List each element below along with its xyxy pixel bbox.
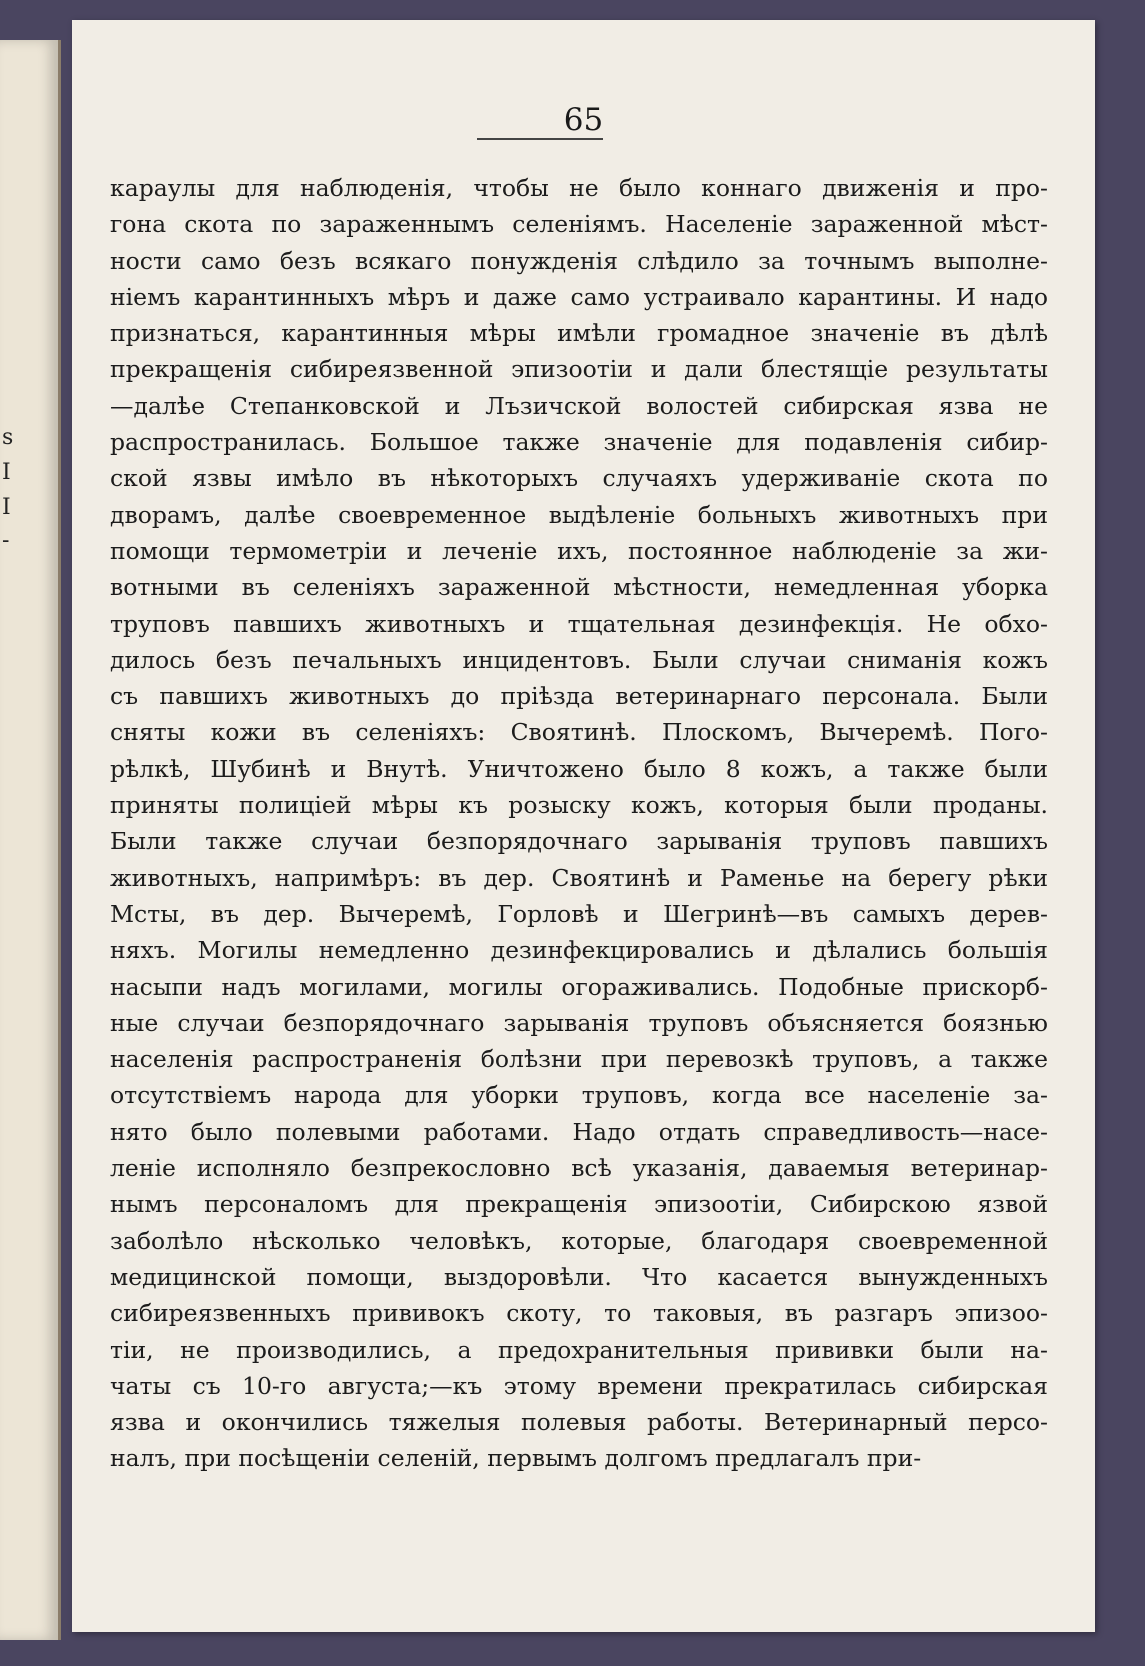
text-line-content: Мсты, въ дер. Вычеремѣ, Горловѣ и Шегринѣ—въ самыхъ дерев- <box>110 899 1048 928</box>
text-line-content: признаться, карантинныя мѣры имѣли громадное значеніе въ дѣлѣ <box>110 319 1048 348</box>
text-line-content: леніе исполняло безпрекословно всѣ указанія, даваемыя ветеринар- <box>110 1154 1048 1183</box>
text-line-content: заболѣло нѣсколько человѣкъ, которые, благодаря своевременной <box>110 1226 1048 1255</box>
text-line-content: дилось безъ печальныхъ инцидентовъ. Были случаи сниманія кожъ <box>110 645 1048 674</box>
text-line-content: животныхъ, напримѣръ: въ дер. Своятинѣ и Раменье на берегу рѣки <box>110 863 1048 892</box>
text-line <box>110 606 1048 642</box>
text-line <box>110 533 1048 569</box>
text-line-content: тіи, не производились, а предохранительныя прививки были на- <box>110 1335 1048 1364</box>
text-line <box>110 1440 1048 1476</box>
text-line <box>110 460 1048 496</box>
text-line <box>110 1223 1048 1259</box>
text-line-content: сибиреязвенныхъ прививокъ скоту, то таковыя, въ разгаръ эпизоо- <box>110 1299 1048 1328</box>
page-number: 65 <box>563 102 604 138</box>
text-line-content: Были также случаи безпорядочнаго зарыванія труповъ павшихъ <box>110 827 1048 856</box>
text-line-content: насыпи надъ могилами, могилы огораживались. Подобные прискорб- <box>110 972 1048 1001</box>
margin-fragment: s <box>2 425 14 450</box>
text-line-content: труповъ павшихъ животныхъ и тщательная дезинфекція. Не обхо- <box>110 609 1048 638</box>
text-line-content: налъ, при посѣщеніи селеній, первымъ долгомъ предлагалъ при- <box>110 1444 922 1473</box>
text-line-content: язва и окончились тяжелыя полевыя работы. Ветеринарный персо- <box>110 1408 1048 1437</box>
book-page <box>72 20 1095 1632</box>
text-line <box>110 1114 1048 1150</box>
text-line-content: нято было полевыми работами. Надо отдать справедливость—насе- <box>110 1117 1048 1146</box>
text-line-content: гона скота по зараженнымъ селеніямъ. Населеніе зараженной мѣст- <box>110 210 1048 239</box>
text-line-content: караулы для наблюденія, чтобы не было коннаго движенія и про- <box>110 174 1048 202</box>
text-line <box>110 569 1048 605</box>
text-line <box>110 1186 1048 1222</box>
margin-fragment: - <box>2 528 10 553</box>
text-line <box>110 1332 1048 1368</box>
margin-fragment: I <box>2 495 11 520</box>
text-line-content: няхъ. Могилы немедленно дезинфекцировались и дѣлались большія <box>110 936 1048 965</box>
text-line <box>110 1259 1048 1295</box>
text-line-content: населенія распространенія болѣзни при перевозкѣ труповъ, а также <box>110 1045 1048 1074</box>
text-line <box>110 860 1048 896</box>
text-line-content: вотными въ селеніяхъ зараженной мѣстности, немедленная уборка <box>110 573 1048 602</box>
text-line <box>110 279 1048 315</box>
text-line-content: чаты съ 10-го августа;—къ этому времени прекратилась сибирская <box>110 1371 1048 1400</box>
text-line <box>110 424 1048 460</box>
text-line <box>110 969 1048 1005</box>
text-line <box>110 1404 1048 1440</box>
text-line-content: съ павшихъ животныхъ до пріѣзда ветеринарнаго персонала. Были <box>110 682 1048 711</box>
text-line <box>110 1295 1048 1331</box>
text-line <box>110 751 1048 787</box>
text-line <box>110 896 1048 932</box>
text-line-content: медицинской помощи, выздоровѣли. Что касается вынужденныхъ <box>110 1262 1048 1291</box>
text-line <box>110 351 1048 387</box>
text-line-content: помощи термометріи и леченіе ихъ, постоянное наблюденіе за жи- <box>110 536 1048 565</box>
text-line <box>110 315 1048 351</box>
text-line-content: приняты полиціей мѣры къ розыску кожъ, которыя были проданы. <box>110 791 1048 820</box>
text-line-content: нымъ персоналомъ для прекращенія эпизоотіи, Сибирскою язвой <box>110 1190 1048 1219</box>
text-line-content: ные случаи безпорядочнаго зарыванія труповъ объясняется боязнью <box>110 1008 1048 1037</box>
text-line-content: ности само безъ всякаго понужденія слѣдило за точнымъ выполне- <box>110 246 1048 275</box>
margin-fragment: I <box>2 460 11 485</box>
text-line-content: сняты кожи въ селеніяхъ: Своятинѣ. Плоскомъ, Вычеремѣ. Пого- <box>110 718 1048 747</box>
text-line-content: прекращенія сибиреязвенной эпизоотіи и дали блестящіе результаты <box>110 355 1048 384</box>
previous-page-edge <box>0 40 61 1640</box>
text-line <box>110 642 1048 678</box>
text-line <box>110 388 1048 424</box>
text-line <box>110 1005 1048 1041</box>
text-line <box>110 497 1048 533</box>
text-line <box>110 932 1048 968</box>
text-line-content: ской язвы имѣло въ нѣкоторыхъ случаяхъ удерживаніе скота по <box>110 464 1048 493</box>
text-line-content: рѣлкѣ, Шубинѣ и Внутѣ. Уничтожено было 8 кожъ, а также были <box>110 754 1048 783</box>
text-line <box>110 243 1048 279</box>
text-line <box>110 1041 1048 1077</box>
text-line <box>110 206 1048 242</box>
text-line <box>110 714 1048 750</box>
text-line <box>110 787 1048 823</box>
text-line-content: распространилась. Большое также значеніе для подавленія сибир- <box>110 428 1048 457</box>
text-line-content: дворамъ, далѣе своевременное выдѣленіе больныхъ животныхъ при <box>110 500 1048 529</box>
text-line-content: отсутствіемъ народа для уборки труповъ, когда все населеніе за- <box>110 1081 1048 1110</box>
text-line <box>110 678 1048 714</box>
text-line-content: —далѣе Степанковской и Лъзичской волостей сибирская язва не <box>110 391 1048 420</box>
text-line <box>110 1077 1048 1113</box>
header-rule <box>477 138 603 140</box>
text-line-content: ніемъ карантинныхъ мѣръ и даже само устраивало карантины. И надо <box>110 282 1048 311</box>
text-line <box>110 170 1048 206</box>
text-line <box>110 1368 1048 1404</box>
text-line <box>110 823 1048 859</box>
text-line <box>110 1150 1048 1186</box>
body-text <box>110 170 1048 1477</box>
